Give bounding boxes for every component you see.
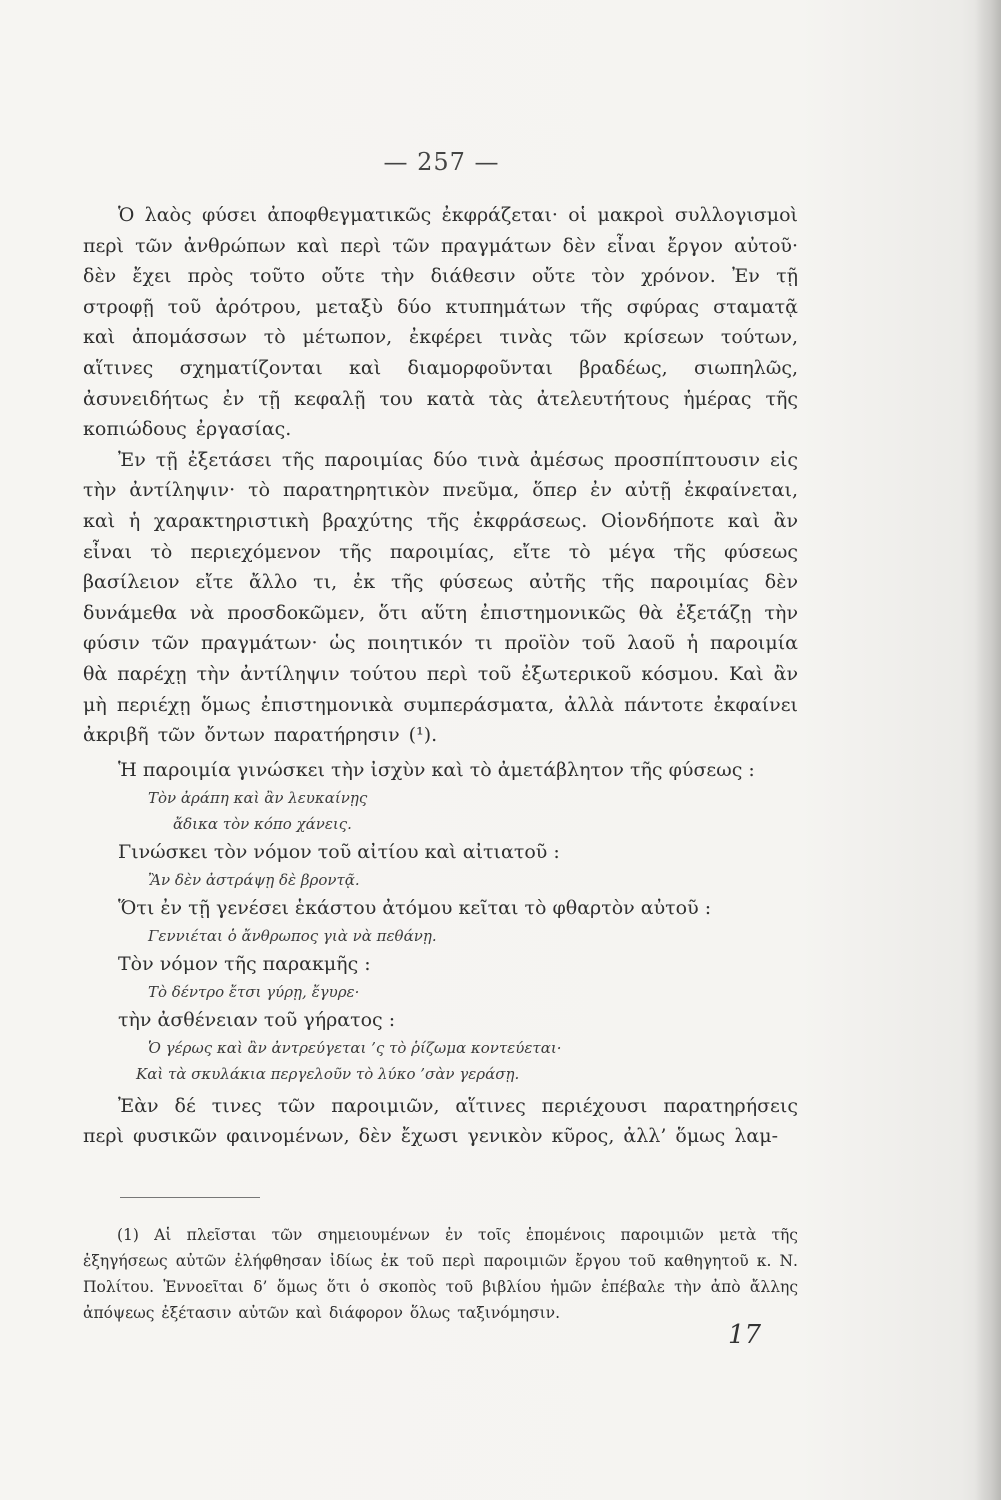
- proverb-2: Ἂν δὲν ἀστράψῃ δὲ βροντᾷ.: [148, 870, 360, 889]
- proverb-1a: Τὸν ἀράπη καὶ ἂν λευκαίνῃς: [148, 788, 368, 807]
- proverb-intro-3: Ὅτι ἐν τῇ γενέσει ἑκάστου ἀτόμου κεῖται τὸ φθαρτὸν αὐτοῦ :: [118, 896, 712, 919]
- footnote: [83, 1222, 798, 1326]
- proverb-1b: ἄδικα τὸν κόπο χάνεις.: [173, 814, 352, 833]
- footnote-divider: [120, 1197, 260, 1198]
- footnote-mark: (1): [117, 1226, 139, 1244]
- page-number-header: — 257 —: [383, 148, 500, 176]
- page-edge-shadow: [975, 0, 1001, 1500]
- paragraph-1: Ὁ λαὸς φύσει ἀποφθεγματικῶς ἐκφράζεται· οἱ μακροὶ συλλογισμοὶ περὶ τῶν ἀνθρώπων καὶ περὶ τῶν πραγμάτων δὲν εἶναι ἔργον αὐτοῦ· δὲν ἔχει πρὸς τοῦτο οὔτε τὴν διάθεσιν οὔτε τὸν χρόνον. Ἐν τῇ στροφῇ τοῦ ἀρότρου, μεταξὺ δύο κτυπημάτων τῆς σφύρας σταματᾷ καὶ ἀπομάσσων τὸ μέτωπον, ἐκφέρει τινὰς τῶν κρίσεων τούτων, αἵτινες σχηματίζονται καὶ διαμορφοῦνται βραδέως, σιωπηλῶς, ἀσυνειδήτως ἐν τῇ κεφαλῇ του κατὰ τὰς ἀτελευτήτους ἡμέρας τῆς κοπιώδους ἐργασίας.: [83, 204, 798, 441]
- proverb-5b: Καὶ τὰ σκυλάκια περγελοῦν τὸ λύκο ’σὰν γεράσῃ.: [136, 1064, 520, 1083]
- paragraph-3: Ἐὰν δέ τινες τῶν παροιμιῶν, αἵτινες περιέχουσι παρατηρήσεις περὶ φυσικῶν φαινομένων, δὲν ἔχωσι γενικὸν κῦρος, ἀλλ’ ὅμως λαμ-: [83, 1094, 798, 1148]
- proverb-5a: Ὁ γέρως καὶ ἂν ἀντρεύγεται ’ς τὸ ῥίζωμα κοντεύεται·: [148, 1038, 562, 1057]
- proverb-3: Γεννιέται ὁ ἄνθρωπος γιὰ νὰ πεθάνῃ.: [148, 926, 437, 945]
- proverb-intro-1: Ἡ παροιμία γινώσκει τὴν ἰσχὺν καὶ τὸ ἀμετάβλητον τῆς φύσεως :: [118, 758, 755, 781]
- main-text: [83, 200, 798, 1152]
- signature-number: 17: [728, 1320, 762, 1350]
- paragraph-2: Ἐν τῇ ἐξετάσει τῆς παροιμίας δύο τινὰ ἀμέσως προσπίπτουσιν εἰς τὴν ἀντίληψιν· τὸ παρατηρητικὸν πνεῦμα, ὅπερ ἐν αὐτῇ ἐκφαίνεται, καὶ ἡ χαρακτηριστικὴ βραχύτης τῆς ἐκφράσεως. Οἱονδήποτε καὶ ἂν εἶναι τὸ περιεχόμενον τῆς παροιμίας, εἴτε τὸ μέγα τῆς φύσεως βασίλειον εἴτε ἄλλο τι, ἐκ τῆς φύσεως αὐτῆς τῆς παροιμίας δὲν δυνάμεθα νὰ προσδοκῶμεν, ὅτι αὕτη ἐπιστημονικῶς θὰ ἐξετάζῃ τὴν φύσιν τῶν πραγμάτων· ὡς ποιητικόν τι προϊὸν τοῦ λαοῦ ἡ παροιμία θὰ παρέχῃ τὴν ἀντίληψιν τούτου περὶ τοῦ ἐξωτερικοῦ κόσμου. Καὶ ἂν μὴ περιέχῃ ὅμως ἐπιστημονικὰ συμπεράσματα, ἀλλὰ πάντοτε ἐκφαίνει ἀκριβῆ τῶν ὄντων παρατήρησιν (¹).: [83, 448, 798, 747]
- proverb-4: Τὸ δέντρο ἔτσι γύρῃ, ἔγυρε·: [148, 982, 360, 1001]
- footnote-text: Αἱ πλεῖσται τῶν σημειουμένων ἐν τοῖς ἑπομένοις παροιμιῶν μετὰ τῆς ἐξηγήσεως αὐτῶν ἐλήφθησαν ἰδίως ἐκ τοῦ περὶ παροιμιῶν ἔργου τοῦ καθηγητοῦ κ. Ν. Πολίτου. Ἐννοεῖται δ’ ὅμως ὅτι ὁ σκοπὸς τοῦ βιβλίου ἡμῶν ἐπέβαλε τὴν ἀπὸ ἄλλης ἀπόψεως ἐξέτασιν αὐτῶν καὶ διάφορον ὅλως ταξινόμησιν.: [83, 1226, 798, 1322]
- proverb-intro-4: Τὸν νόμον τῆς παρακμῆς :: [118, 952, 371, 975]
- proverb-intro-2: Γινώσκει τὸν νόμον τοῦ αἰτίου καὶ αἰτιατοῦ :: [118, 840, 560, 863]
- proverb-intro-5: τὴν ἀσθένειαν τοῦ γήρατος :: [118, 1008, 396, 1031]
